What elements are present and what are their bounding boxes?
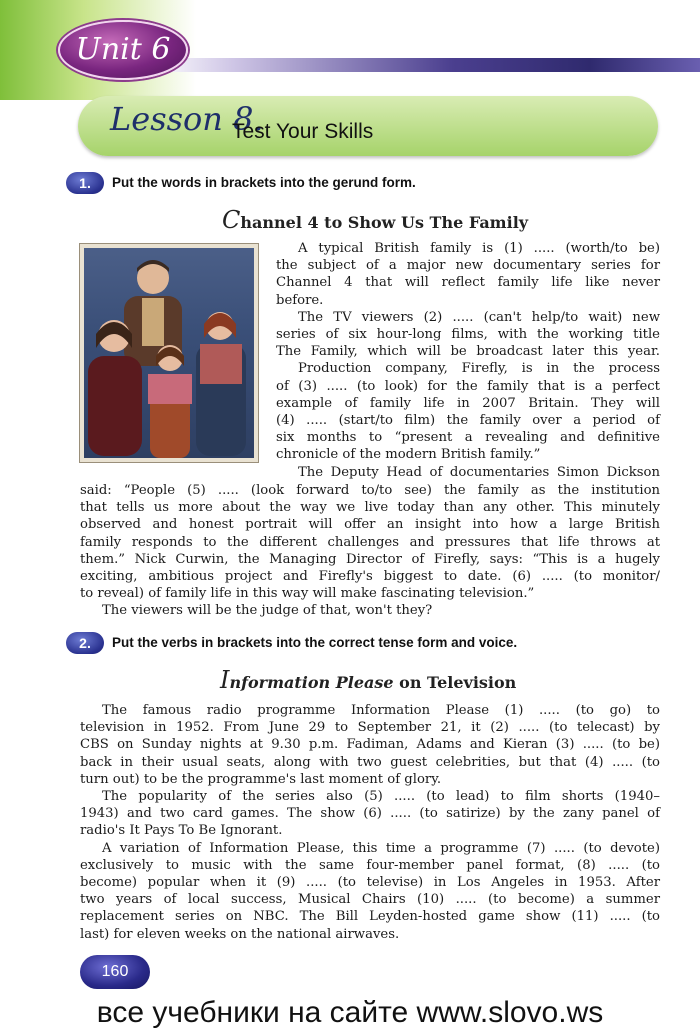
text-line: before. (276, 292, 324, 308)
header-stripe (150, 58, 700, 72)
text-line: A typical British family is (1) ..... (worth/to be) (298, 241, 660, 256)
page-number: 160 (80, 955, 150, 989)
text-line: radio's It Pays To Be Ignorant. (80, 823, 283, 839)
text-line: six months to “present a revealing and definitive (276, 430, 660, 446)
exercise-2-instruction: Put the verbs in brackets into the correct tense form and voice. (112, 635, 518, 650)
text-line: 1943) and two card games. The show (6) ..... (to satirize) by the zany panel of (80, 806, 660, 822)
text-line: Production company, Firefly, is in the process (298, 361, 660, 377)
exercise-1-instruction: Put the words in brackets into the gerund form. (112, 175, 416, 190)
text-line: (4) ..... (start/to film) the family over a period of (276, 413, 660, 429)
lesson-number: Lesson 8. (110, 100, 264, 138)
article-1-wide (80, 482, 660, 620)
text-line: The famous radio programme Information Please (1) ..... (to go) to (102, 703, 660, 718)
unit-badge (58, 20, 188, 80)
article-2-body (80, 702, 660, 943)
text-line: exclusively to music with the same four-member panel format, (8) ..... (to (80, 857, 660, 873)
text-line: television in 1952. From June 29 to September 21, it (2) ..... (to telecast) by (80, 720, 660, 736)
text-line: example of family life in 2007 Britain. They will (276, 395, 660, 411)
text-line: the subject of a major new documentary series for (276, 258, 660, 274)
text-line: replacement series on NBC. The Bill Leyden-hosted game show (11) ..... (to (80, 909, 660, 925)
family-photo (80, 244, 258, 462)
text-line: The Family, which will be broadcast later this year. (276, 344, 660, 360)
text-line: Channel 4 that will reflect family life like never (276, 275, 660, 291)
text-line: that tells us more about the way we live today than any other. This minutely (80, 500, 660, 516)
text-line: observed and honest portrait will offer an insight into how a large British (80, 517, 660, 533)
text-line: last) for eleven weeks on the national airwaves. (80, 926, 400, 942)
unit-label: Unit 6 (75, 32, 171, 67)
heading-rest: on Television (393, 673, 517, 692)
text-line: The popularity of the series also (5) ..... (to lead) to film shorts (1940– (102, 789, 660, 805)
text-line: family responds to the different challenges and pressures that life throws at (80, 534, 660, 550)
text-line: The TV viewers (2) ..... (can't help/to wait) new (298, 309, 660, 325)
text-line: of (3) ..... (to look) for the family that is a perfect (276, 378, 660, 394)
article-1-column (276, 240, 660, 481)
text-line: The Deputy Head of documentaries Simon Dickson (298, 464, 660, 480)
heading-rest: hannel 4 to Show Us The Family (240, 213, 529, 232)
heading-italic: nformation Please (229, 673, 394, 692)
exercise-1-number: 1. (66, 172, 104, 194)
text-line: said: “People (5) ..... (look forward to/to see) the family as the institution (80, 483, 660, 498)
heading-initial: I (220, 666, 230, 694)
text-line: series of six hour-long films, with the working title (276, 327, 660, 343)
heading-initial: C (222, 206, 241, 234)
lesson-title: Test Your Skills (232, 120, 374, 143)
text-line: them.” Nick Curwin, the Managing Director of Firefly, says: “This is a hugely (80, 551, 660, 567)
text-line: two years of local success, Musical Chairs (10) ..... (to become) a summer (80, 892, 660, 908)
article-2-heading (220, 666, 516, 694)
text-line: to reveal) of family life in this way will make fascinating television.” (80, 586, 535, 602)
text-line: The viewers will be the judge of that, won't they? (102, 603, 433, 619)
text-line: back in their usual seats, along with two guest celebrities, but that (4) ..... (to (80, 754, 660, 770)
exercise-2-number: 2. (66, 632, 104, 654)
text-line: exciting, ambitious project and Firefly's biggest to date. (6) ..... (to monitor/ (80, 569, 660, 585)
text-line: chronicle of the modern British family.” (276, 447, 541, 463)
article-1-heading (222, 206, 528, 234)
text-line: CBS on Sunday nights at 9.30 p.m. Fadiman, Adams and Kieran (3) ..... (to be) (80, 737, 660, 753)
text-line: become) popular when it (9) ..... (to televise) in Los Angeles in 1953. After (80, 875, 660, 891)
footer-text: все учебники на сайте www.slovo.ws (96, 996, 604, 1029)
text-line: turn out) to be the programme's last moment of glory. (80, 771, 442, 787)
text-line: A variation of Information Please, this time a programme (7) ..... (to devote) (102, 840, 660, 856)
